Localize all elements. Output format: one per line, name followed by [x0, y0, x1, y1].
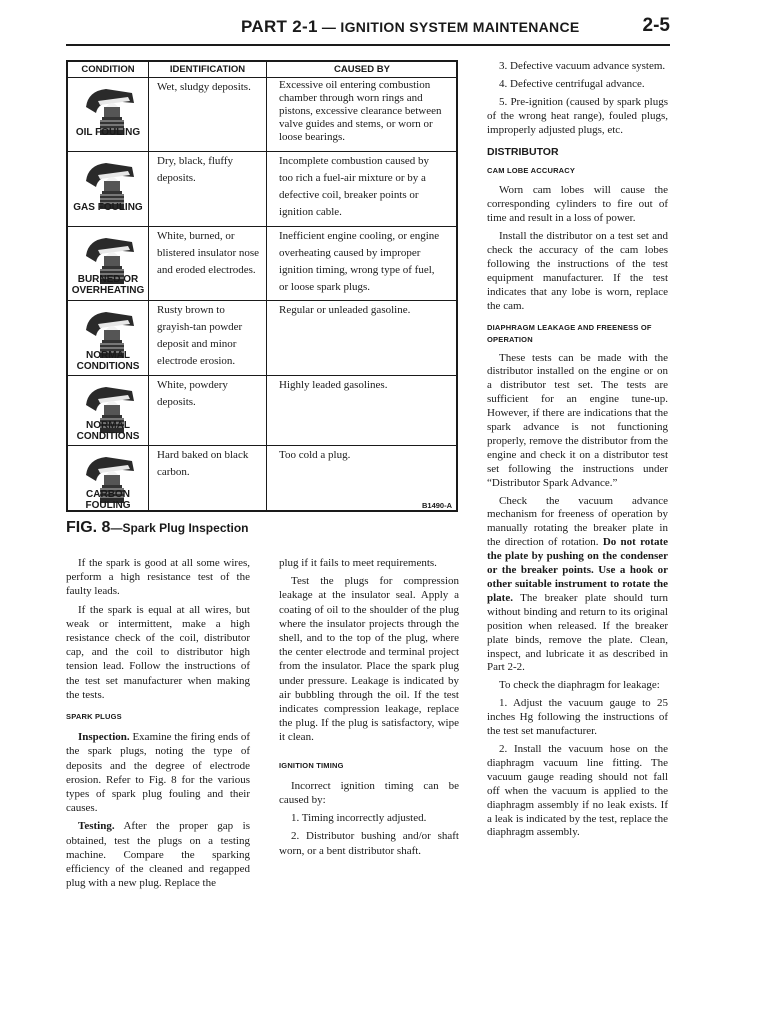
paragraph: Install the distributor on a test set and check the accuracy of the cam lobes following the instructions of the test equipment manufacturer. If the test indicates that any lobe is worn, replace the cam.: [487, 230, 668, 312]
paragraph: 1. Timing incorrectly adjusted.: [291, 812, 427, 825]
condition-label: GAS FOULING: [73, 202, 143, 213]
paragraph-lead: Inspection.: [78, 731, 130, 744]
paragraph: 2. Distributor bushing and/or shaft worn, or a bent distributor shaft.: [279, 830, 459, 857]
column-header-identification: IDENTIFICATION: [169, 64, 246, 75]
paragraph-text: Examine the firing ends of the spark plugs, noting the type of deposits and the degree of electrode erosion. Refer to Fig. 8 for the various types of spark plug fouling and their causes.: [66, 731, 250, 815]
paragraph-lead: Testing.: [78, 820, 115, 833]
figure-caption-text: —Spark Plug Inspection: [110, 521, 249, 535]
header-section-title: IGNITION SYSTEM MAINTENANCE: [340, 19, 580, 35]
paragraph-text: Check the vacuum advance mechanism for freeness of operation by manually rotating the breaker plate in the direction of rotation.: [487, 494, 668, 549]
table-row: [68, 226, 456, 301]
condition-label: NORMAL CONDITIONS: [76, 420, 140, 442]
paragraph: 4. Defective centrifugal advance.: [499, 77, 645, 90]
identification-text: Dry, black, fluffy deposits.: [157, 155, 234, 184]
identification-text: Hard baked on black carbon.: [157, 449, 249, 478]
condition-label: OIL FOULING: [75, 127, 141, 138]
text-column-2: [279, 556, 459, 862]
paragraph: If the spark is equal at all wires, but weak or intermittent, make a high resistance check of the coil, distributor cap, and the coil to distributor high tension lead. Follow the instructions of the test set manufacturer when making the tests.: [66, 603, 250, 701]
column-header-condition: CONDITION: [81, 64, 135, 75]
paragraph-text: The breaker plate should turn without binding and return to its original position when released. If the breaker plate binds, remove the plate. Clean, inspect, and lubricate it as described in Part 2-2.: [487, 591, 668, 674]
paragraph-text: After the proper gap is obtained, test the plugs on a testing machine. Compare the sparking efficiency of the cleaned and regapped plug with a new plug. Replace the: [66, 820, 250, 890]
condition-label: NORMAL CONDITIONS: [76, 350, 140, 372]
figure-code: B1490-A: [421, 501, 452, 510]
condition-label: BURNED OR OVERHEATING: [71, 274, 145, 296]
figure-number: FIG. 8: [66, 519, 111, 536]
table-row: [68, 77, 456, 152]
paragraph: [66, 819, 250, 890]
condition-label: CARBON FOULING: [85, 489, 131, 511]
paragraph: Worn cam lobes will cause the corresponding cylinders to fire out of time and result in a loss of power.: [487, 184, 668, 225]
paragraph: [487, 495, 668, 676]
identification-text: White, powdery deposits.: [157, 379, 228, 408]
paragraph: If the spark is good at all some wires, perform a high resistance test of the faulty leads.: [66, 557, 250, 598]
paragraph: [66, 730, 250, 815]
table-row: [68, 375, 456, 446]
paragraph: 1. Adjust the vacuum gauge to 25 inches Hg following the instructions of the test set manufacturer.: [487, 697, 668, 738]
page-number: 2-5: [642, 15, 670, 36]
table-header: [68, 62, 456, 78]
section-heading: SPARK PLUGS: [66, 712, 122, 722]
subsection-heading: CAM LOBE ACCURACY: [487, 166, 576, 176]
table-row: [68, 300, 456, 376]
paragraph: To check the diaphragm for leakage:: [499, 679, 660, 692]
paragraph: 3. Defective vacuum advance system.: [499, 60, 666, 72]
section-heading: IGNITION TIMING: [279, 760, 344, 770]
header-part: PART 2-1: [241, 17, 318, 36]
paragraph: 2. Install the vacuum hose on the diaphragm vacuum line fitting. The vacuum gauge reading should not fall off when the vacuum is applied to the diaphragm assembly if no leak exists. If a leak is indicated by the test, replace the diaphragm assembly.: [487, 742, 668, 839]
identification-text: Rusty brown to grayish-tan powder deposit and minor electrode erosion.: [157, 304, 243, 367]
table-row: [68, 445, 456, 512]
cause-text: Incomplete combustion caused by too rich a fuel-air mixture or by a defective coil, breaker points or ignition cable.: [279, 155, 429, 218]
paragraph-bold-text: Do not rotate the plate by pushing on the condenser or the breaker points. Use a hook or other suitable instrument to rotate the plate.: [487, 536, 668, 604]
subsection-heading: DIAPHRAGM LEAKAGE AND FREENESS OF OPERATION: [487, 322, 652, 344]
cause-text: Highly leaded gasolines.: [279, 379, 388, 391]
table-row: [68, 151, 456, 227]
section-heading: DISTRIBUTOR: [487, 145, 559, 158]
cause-text: Too cold a plug.: [279, 449, 351, 461]
paragraph: plug if it fails to meet requirements.: [279, 557, 437, 569]
column-header-caused-by: CAUSED BY: [334, 64, 390, 75]
cause-text: Excessive oil entering combustion chamber through worn rings and pistons, excessive clearance between valve guides and stems, or worn or loose bearings.: [279, 79, 442, 143]
cause-text: Inefficient engine cooling, or engine overheating caused by improper ignition timing, wrong type of fuel, or loose spark plugs.: [279, 230, 440, 293]
text-column-1: [66, 556, 250, 894]
identification-text: White, burned, or blistered insulator nose and eroded electrodes.: [157, 230, 260, 276]
paragraph: Incorrect ignition timing can be caused by:: [279, 779, 459, 807]
page-header: [66, 14, 670, 46]
figure-caption: [66, 519, 248, 537]
text-column-3: [487, 60, 668, 844]
paragraph: These tests can be made with the distributor installed on the engine or on a distributor test set. The tests are sufficient for an engine tune-up. However, if there are indications that the spark advance is not functioning properly, remove the distributor from the engine and check it on a distributor test set following the instructions under “Distributor Spark Advance.”: [487, 351, 668, 489]
cause-text: Regular or unleaded gasoline.: [279, 304, 411, 316]
header-title: PART 2-1 — IGNITION SYSTEM MAINTENANCE: [241, 17, 580, 36]
identification-text: Wet, sludgy deposits.: [157, 81, 251, 93]
spark-plug-table: [66, 60, 458, 512]
paragraph: Test the plugs for compression leakage at the insulator seal. Apply a coating of oil to the shoulder of the plug where the insulator projects through the shell, and to the top of the plug, where the center electrode and terminal project from the insulator. Place the spark plug under pressure. Leakage is indicated by air bubbling through the oil. If the test indicates compression leakage, replace the plug. If the plug is satisfactory, wipe it clean.: [279, 575, 459, 744]
paragraph: 5. Pre-ignition (caused by spark plugs of the wrong heat range), fouled plugs, improperly adjusted plugs, etc.: [487, 95, 668, 136]
